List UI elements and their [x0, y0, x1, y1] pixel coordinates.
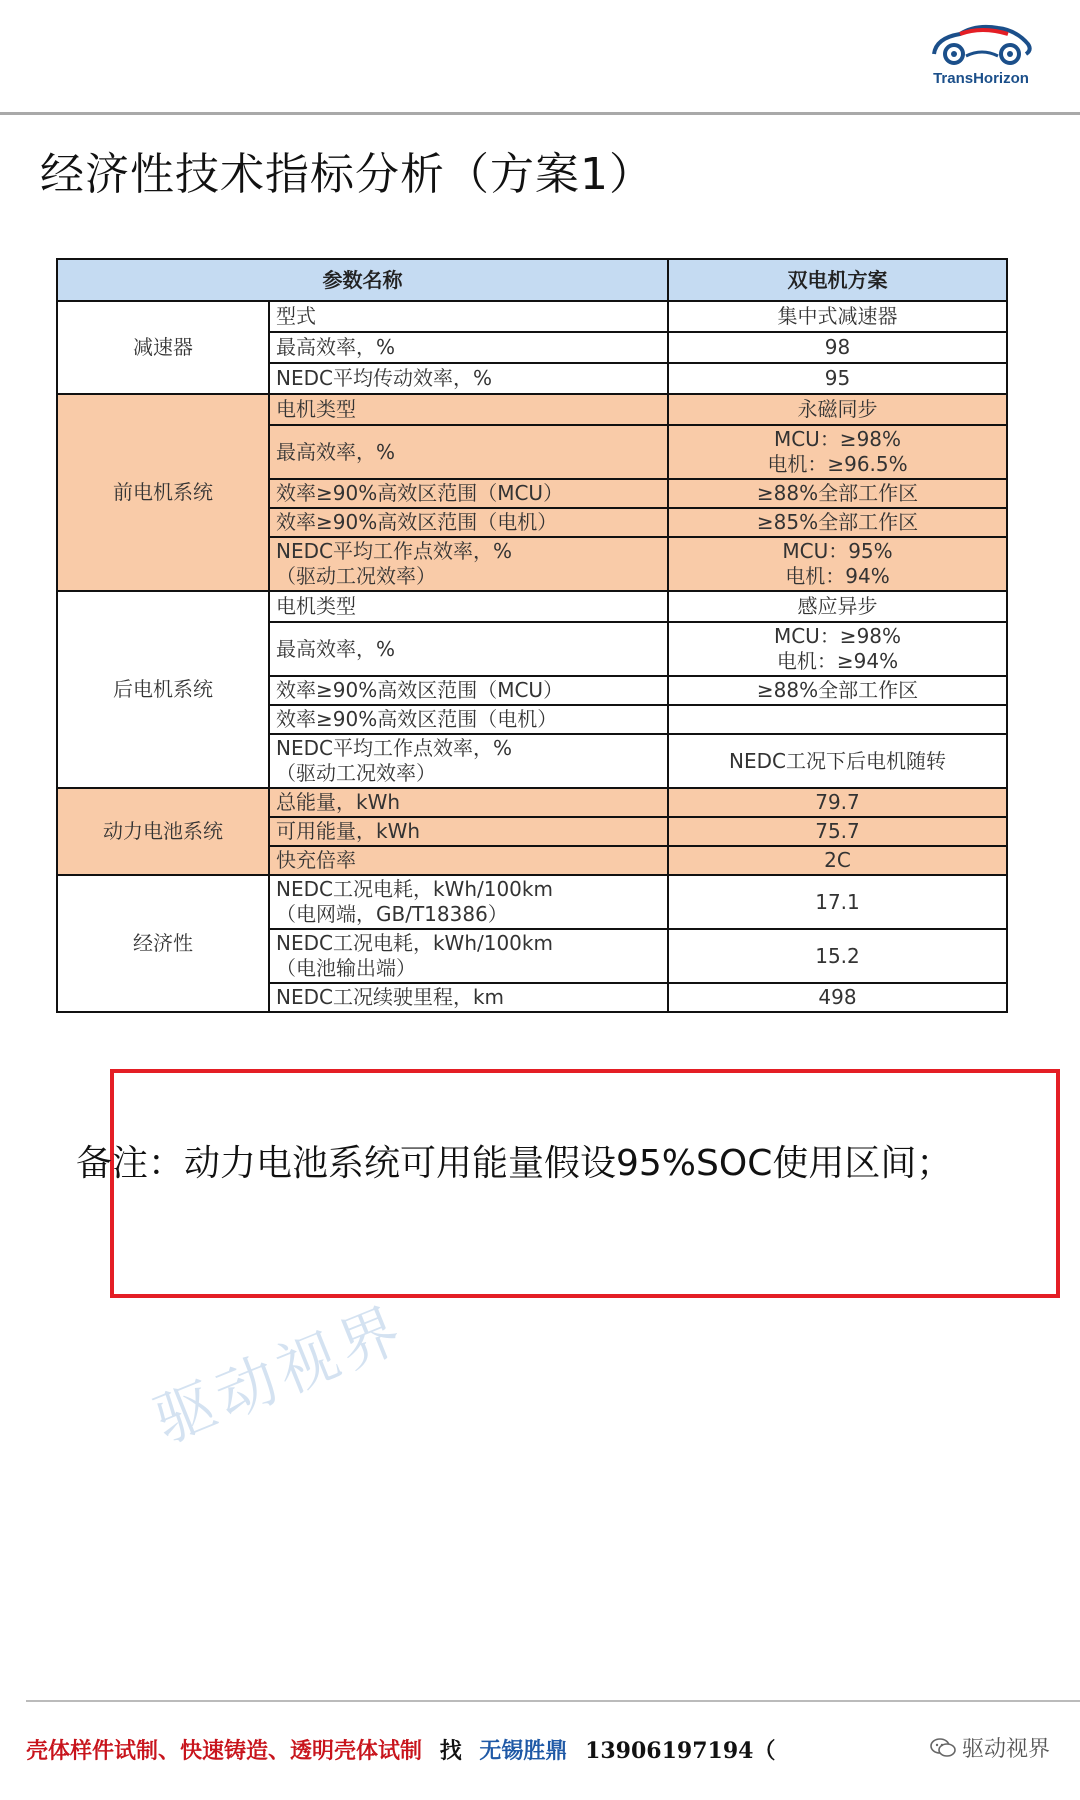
param-cell: 效率≥90%高效区范围（MCU） [269, 676, 668, 705]
param-line: NEDC平均工作点效率，% [276, 539, 512, 563]
value-cell [668, 537, 1007, 591]
param-line: （电网端，GB/T18386） [276, 902, 508, 926]
spec-table-container [56, 258, 1006, 1013]
header-param-name: 参数名称 [57, 259, 668, 301]
value-cell [668, 705, 1007, 734]
table-row [57, 875, 1007, 929]
footnote: 备注：动力电池系统可用能量假设95%SOC使用区间； [76, 1143, 953, 1184]
group-front-motor: 前电机系统 [57, 394, 269, 591]
param-cell: 效率≥90%高效区范围（电机） [269, 508, 668, 537]
param-cell [269, 929, 668, 983]
wechat-watermark [926, 1730, 1054, 1765]
param-cell: 最高效率，% [269, 622, 668, 676]
ad-company: 无锡胜鼎 [479, 1738, 568, 1764]
spec-table [56, 258, 1008, 1013]
param-cell: 快充倍率 [269, 846, 668, 875]
value-cell [668, 622, 1007, 676]
value-cell [668, 425, 1007, 479]
logo-text: TransHorizon [933, 70, 1029, 87]
param-cell [269, 537, 668, 591]
value-line: 电机：94% [785, 564, 890, 588]
group-reducer: 减速器 [57, 301, 269, 394]
param-cell: NEDC工况续驶里程，km [269, 983, 668, 1012]
value-cell: ≥88%全部工作区 [668, 479, 1007, 508]
param-cell: 可用能量，kWh [269, 817, 668, 846]
group-economy: 经济性 [57, 875, 269, 1012]
param-cell: 电机类型 [269, 394, 668, 425]
value-cell: NEDC工况下后电机随转 [668, 734, 1007, 788]
param-cell [269, 734, 668, 788]
ad-services: 壳体样件试制、快速铸造、透明壳体试制 [26, 1738, 423, 1764]
param-line: NEDC工况电耗，kWh/100km [276, 877, 553, 901]
value-cell: 感应异步 [668, 591, 1007, 622]
value-cell: ≥88%全部工作区 [668, 676, 1007, 705]
table-row [57, 394, 1007, 425]
value-cell: ≥85%全部工作区 [668, 508, 1007, 537]
value-line: 电机：≥94% [776, 649, 899, 673]
value-cell: 2C [668, 846, 1007, 875]
page-title: 经济性技术指标分析（方案1） [40, 149, 654, 200]
value-line: 电机：≥96.5% [767, 452, 908, 476]
bottom-divider [26, 1700, 1080, 1702]
value-cell: 498 [668, 983, 1007, 1012]
table-header-row [57, 259, 1007, 301]
ad-find: 找 [439, 1738, 462, 1764]
wechat-icon [930, 1737, 956, 1759]
value-line: MCU：≥98% [773, 427, 902, 451]
ad-banner [26, 1734, 775, 1765]
wechat-account-name: 驱动视界 [961, 1737, 1050, 1762]
transhorizon-logo [916, 20, 1046, 87]
value-line: MCU：≥98% [773, 624, 902, 648]
param-line: （驱动工况效率） [276, 564, 436, 588]
param-cell: 最高效率，% [269, 332, 668, 363]
car-logo-icon [926, 20, 1036, 68]
param-cell: 最高效率，% [269, 425, 668, 479]
value-cell: 15.2 [668, 929, 1007, 983]
param-cell: NEDC平均传动效率，% [269, 363, 668, 394]
value-line: MCU：95% [782, 539, 893, 563]
param-line: （电池输出端） [276, 956, 416, 980]
value-cell: 集中式减速器 [668, 301, 1007, 332]
table-row [57, 788, 1007, 817]
value-cell: 79.7 [668, 788, 1007, 817]
table-row [57, 301, 1007, 332]
value-cell: 98 [668, 332, 1007, 363]
value-cell: 17.1 [668, 875, 1007, 929]
header-scheme: 双电机方案 [668, 259, 1007, 301]
group-battery: 动力电池系统 [57, 788, 269, 875]
ad-phone: 13906197194（ [585, 1738, 776, 1764]
value-cell: 永磁同步 [668, 394, 1007, 425]
param-line: NEDC工况电耗，kWh/100km [276, 931, 553, 955]
param-line: NEDC平均工作点效率，% [276, 736, 512, 760]
param-cell: 效率≥90%高效区范围（MCU） [269, 479, 668, 508]
value-cell: 75.7 [668, 817, 1007, 846]
group-rear-motor: 后电机系统 [57, 591, 269, 788]
watermark: 驱动视界 [144, 1293, 416, 1457]
param-cell [269, 875, 668, 929]
param-line: （驱动工况效率） [276, 761, 436, 785]
top-divider [0, 112, 1080, 115]
value-cell: 95 [668, 363, 1007, 394]
param-cell: 效率≥90%高效区范围（电机） [269, 705, 668, 734]
param-cell: 电机类型 [269, 591, 668, 622]
param-cell: 型式 [269, 301, 668, 332]
table-row [57, 591, 1007, 622]
param-cell: 总能量，kWh [269, 788, 668, 817]
